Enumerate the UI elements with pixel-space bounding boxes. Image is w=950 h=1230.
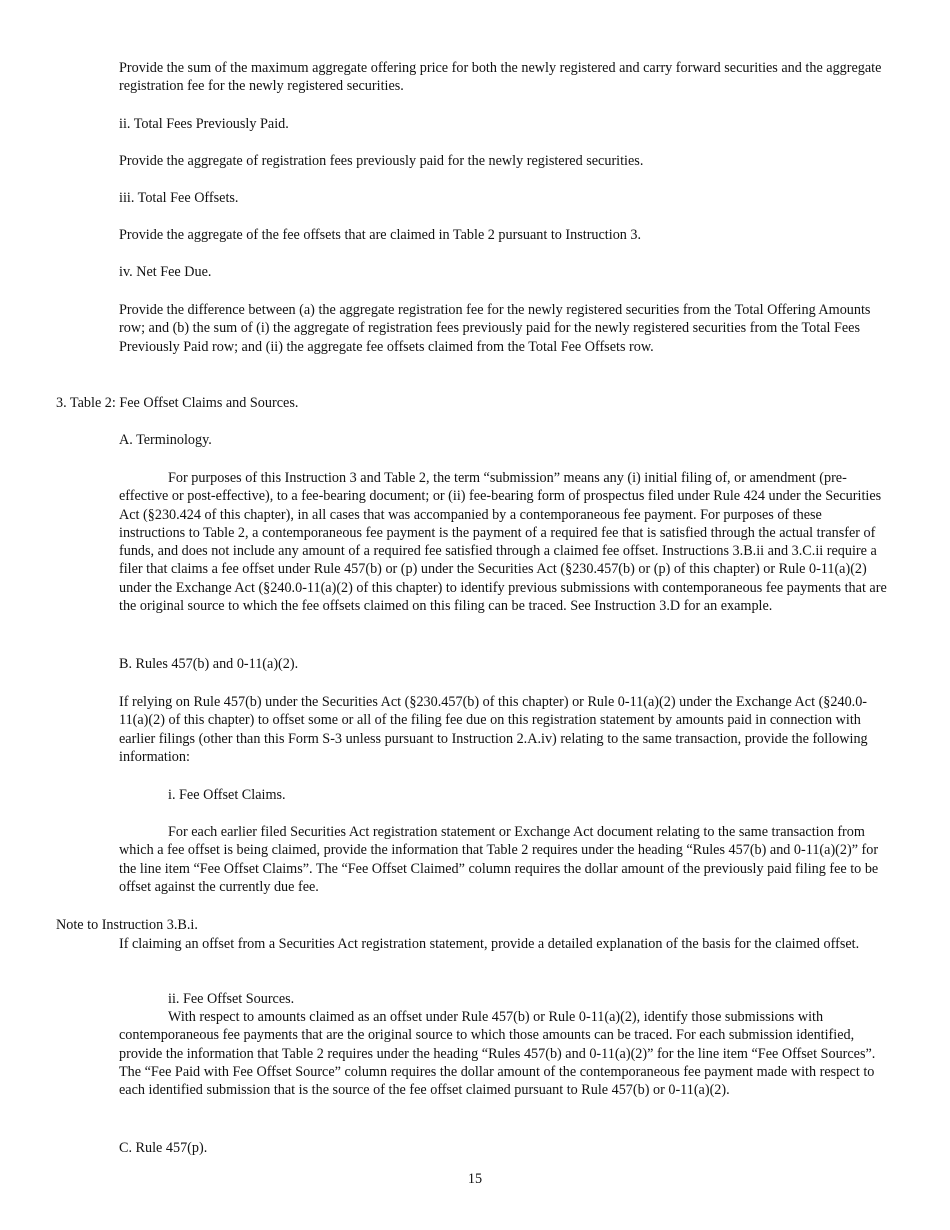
paragraph-fee-offset-sources: With respect to amounts claimed as an offset under Rule 457(b) or Rule 0-11(a)(2), identify those submissions with contemporaneous fee payments that are the original source to which those amounts can be traced. For each submission identified, provide the information that Table 2 requires under the heading “Rules 457(b) and 0-11(a)(2)” for the line item “Fee Offset Sources”. The “Fee Paid with Fee Offset Source” column requires the dollar amount of the contemporaneous fee payment made with respect to each identified submission that is the source of the fee offset claimed pursuant to Rule 457(b) or 0-11(a)(2). <box>119 1009 876 1099</box>
paragraph-total-fee-offsets: Provide the aggregate of the fee offsets that are claimed in Table 2 pursuant to Instruction 3. <box>119 227 642 243</box>
heading-total-fees-previously-paid: ii. Total Fees Previously Paid. <box>119 116 289 132</box>
note-paragraph: If claiming an offset from a Securities Act registration statement, provide a detailed explanation of the basis for the claimed offset. <box>119 936 860 952</box>
heading-fee-offset-claims: i. Fee Offset Claims. <box>168 787 286 803</box>
paragraph-rules-457b-0-11a2: If relying on Rule 457(b) under the Securities Act (§230.457(b) of this chapter) or Rule 0-11(a)(2) under the Exchange Act (§240.0-11(a)(2) of this chapter) to offset some or all of the filing fee due on this registration statement by amounts paid in connection with earlier filings (other than this Form S-3 unless pursuant to Instruction 2.A.iv) relating to the same transaction, provide the following information: <box>119 694 868 765</box>
heading-fee-offset-sources: ii. Fee Offset Sources. <box>168 991 295 1007</box>
paragraph-terminology: For purposes of this Instruction 3 and Table 2, the term “submission” means any (i) initial filing of, or amendment (pre-effective or post-effective), to a fee-bearing document; or (ii) fee-bearing form of prospectus filed under Rule 424 under the Securities Act (§230.424 of this chapter), in all cases that was accompanied by a contemporaneous fee payment. For purposes of these instructions to Table 2, a contemporaneous fee payment is the payment of a required fee that is satisfied through the actual transfer of funds, and does not include any amount of a required fee satisfied through a claimed fee offset. Instructions 3.B.ii and 3.C.ii require a filer that claims a fee offset under Rule 457(b) or (p) under the Securities Act (§230.457(b) or (p) of this chapter) or Rule 0-11(a)(2) under the Exchange Act (§240.0-11(a)(2) of this chapter) to identify previous submissions with contemporaneous fee payments that are the original source to which the fee offsets claimed on this filing can be traced. See Instruction 3.D for an example. <box>119 470 887 615</box>
heading-total-fee-offsets: iii. Total Fee Offsets. <box>119 190 239 206</box>
heading-net-fee-due: iv. Net Fee Due. <box>119 264 212 280</box>
paragraph-fee-offset-claims: For each earlier filed Securities Act registration statement or Exchange Act document relating to the same transaction from which a fee offset is being claimed, provide the information that Table 2 requires under the heading “Rules 457(b) and 0-11(a)(2)” for the line item “Fee Offset Claims”. The “Fee Offset Claimed” column requires the dollar amount of the previously paid filing fee to be offset against the currently due fee. <box>119 824 879 895</box>
heading-rule-457p: C. Rule 457(p). <box>119 1140 208 1156</box>
paragraph-total-offering-amounts: Provide the sum of the maximum aggregate offering price for both the newly registered and carry forward securities and the aggregate registration fee for the newly registered securities. <box>119 60 882 95</box>
page-number: 15 <box>467 1171 483 1187</box>
heading-rules-457b-0-11a2: B. Rules 457(b) and 0-11(a)(2). <box>119 656 299 672</box>
paragraph-net-fee-due: Provide the difference between (a) the aggregate registration fee for the newly registered securities from the Total Offering Amounts row; and (b) the sum of (i) the aggregate of registration fees previously paid for the newly registered securities from the Total Fees Previously Paid row; and (ii) the aggregate fee offsets claimed from the Total Fee Offsets row. <box>119 302 871 355</box>
paragraph-total-fees-previously-paid: Provide the aggregate of registration fees previously paid for the newly registered securities. <box>119 153 644 169</box>
note-heading: Note to Instruction 3.B.i. <box>56 917 198 933</box>
section-heading-table-2: 3. Table 2: Fee Offset Claims and Sources. <box>56 395 299 411</box>
heading-terminology: A. Terminology. <box>119 432 212 448</box>
